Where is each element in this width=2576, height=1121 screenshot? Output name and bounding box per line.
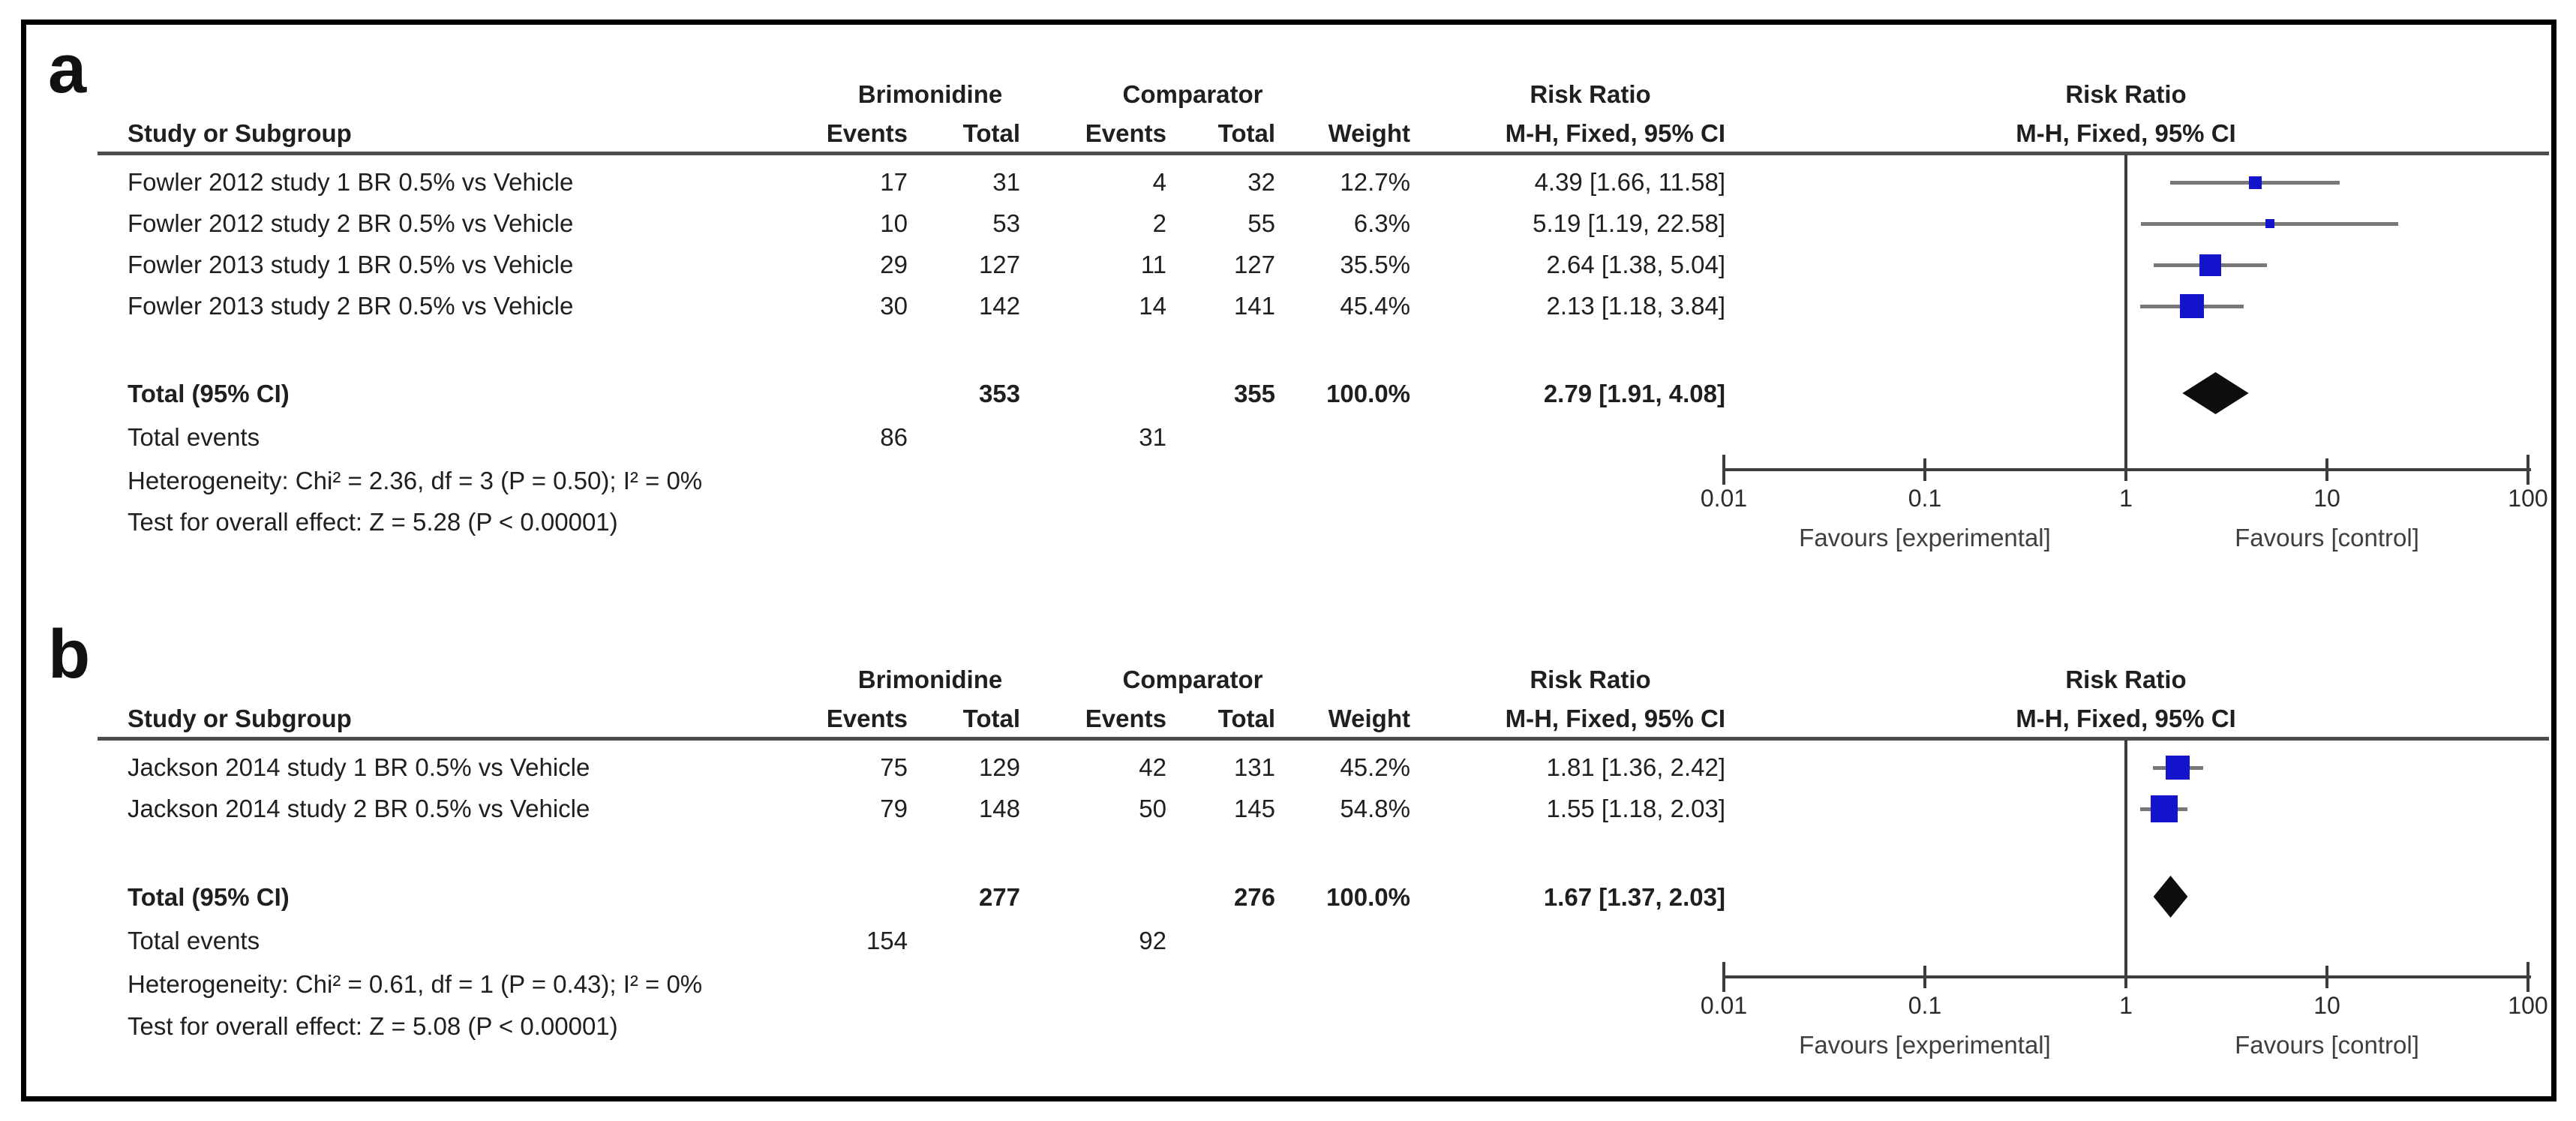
- total-events-comparator: 31: [1139, 423, 1166, 451]
- favours-control-label: Favours [control]: [2235, 524, 2419, 551]
- log-axis: [1724, 468, 2531, 471]
- cell-t2: 32: [1247, 168, 1275, 196]
- events2-column-header: Events: [1085, 119, 1166, 147]
- group1-header: Brimonidine: [857, 80, 1003, 108]
- axis-tick: [2325, 966, 2328, 988]
- total-events-brimonidine: 86: [880, 423, 908, 451]
- cell-rr_text: 2.64 [1.38, 5.04]: [1546, 251, 1725, 278]
- axis-tick-label: 0.01: [1700, 485, 1748, 512]
- group2-header: Comparator: [1122, 80, 1263, 108]
- cell-weight: 12.7%: [1340, 168, 1410, 196]
- method-column-header: M-H, Fixed, 95% CI: [1505, 705, 1725, 732]
- panel-a-group-header-row: [0, 74, 2576, 115]
- risk-ratio-plot-header: Risk Ratio: [2065, 666, 2187, 693]
- study-column-header: Study or Subgroup: [128, 705, 352, 732]
- axis-tick: [2124, 966, 2127, 988]
- axis-tick: [1722, 962, 1725, 992]
- total-events-comparator: 92: [1139, 927, 1166, 954]
- cell-t2: 131: [1233, 753, 1275, 781]
- axis-tick: [1722, 455, 1725, 485]
- panel-a-heterogeneity-row: [0, 460, 2576, 501]
- cell-weight: 54.8%: [1340, 795, 1410, 822]
- axis-tick-label: 10: [2313, 992, 2340, 1019]
- risk-ratio-table-header: Risk Ratio: [1530, 80, 1651, 108]
- total-n-comparator: 276: [1233, 883, 1275, 911]
- heterogeneity-text: Heterogeneity: Chi² = 0.61, df = 1 (P = 0.43); I² = 0%: [128, 970, 703, 998]
- cell-e2: 4: [1152, 168, 1166, 196]
- cell-t1: 129: [978, 753, 1020, 781]
- axis-tick-label: 0.1: [1908, 485, 1942, 512]
- method-plot-header: M-H, Fixed, 95% CI: [2016, 705, 2236, 732]
- panel-b-total-row: [0, 876, 2576, 918]
- cell-study: Fowler 2013 study 1 BR 0.5% vs Vehicle: [128, 251, 574, 278]
- group2-header: Comparator: [1122, 666, 1263, 693]
- cell-study: Jackson 2014 study 1 BR 0.5% vs Vehicle: [128, 753, 590, 781]
- cell-e1: 79: [880, 795, 908, 822]
- panel-b-total-events-row: [0, 920, 2576, 961]
- total2-column-header: Total: [1217, 119, 1275, 147]
- total-risk-ratio: 1.67 [1.37, 2.03]: [1543, 883, 1725, 911]
- cell-t2: 55: [1247, 209, 1275, 237]
- effect-square: [2199, 254, 2221, 276]
- log-axis: [1724, 975, 2531, 978]
- axis-tick-label: 1: [2119, 992, 2133, 1019]
- cell-e2: 50: [1139, 795, 1166, 822]
- axis-tick: [1923, 458, 1926, 481]
- cell-rr_text: 1.81 [1.36, 2.42]: [1546, 753, 1725, 781]
- cell-t1: 31: [992, 168, 1020, 196]
- cell-rr_text: 5.19 [1.19, 22.58]: [1533, 209, 1725, 237]
- cell-e2: 11: [1140, 251, 1166, 278]
- panel-b-group-header-row: [0, 659, 2576, 700]
- cell-t1: 148: [978, 795, 1020, 822]
- total-n-brimonidine: 277: [978, 883, 1020, 911]
- weight-column-header: Weight: [1328, 705, 1410, 732]
- cell-weight: 45.2%: [1340, 753, 1410, 781]
- favours-experimental-label: Favours [experimental]: [1799, 1031, 2051, 1059]
- panel-b-column-header-row: [0, 698, 2576, 739]
- heterogeneity-text: Heterogeneity: Chi² = 2.36, df = 3 (P = 0.50); I² = 0%: [128, 467, 703, 494]
- total-weight: 100.0%: [1326, 380, 1410, 407]
- cell-e2: 14: [1139, 292, 1166, 320]
- panel-a-total-events-row: [0, 416, 2576, 458]
- axis-tick-label: 10: [2313, 485, 2340, 512]
- total-label: Total (95% CI): [128, 380, 290, 407]
- panel-b-heterogeneity-row: [0, 963, 2576, 1005]
- risk-ratio-table-header: Risk Ratio: [1530, 666, 1651, 693]
- cell-weight: 6.3%: [1353, 209, 1410, 237]
- panel-a-label: a: [48, 31, 87, 107]
- null-effect-line: [2124, 740, 2127, 975]
- total1-column-header: Total: [962, 705, 1020, 732]
- weight-column-header: Weight: [1328, 119, 1410, 147]
- cell-t1: 53: [992, 209, 1020, 237]
- overall-effect-text: Test for overall effect: Z = 5.28 (P < 0.00001): [128, 508, 618, 536]
- group1-header: Brimonidine: [857, 666, 1003, 693]
- events1-column-header: Events: [826, 119, 908, 147]
- cell-t1: 142: [978, 292, 1020, 320]
- favours-experimental-label: Favours [experimental]: [1799, 524, 2051, 551]
- total-weight: 100.0%: [1326, 883, 1410, 911]
- cell-rr_text: 4.39 [1.66, 11.58]: [1534, 168, 1725, 196]
- effect-square: [2249, 176, 2262, 189]
- axis-tick: [2124, 458, 2127, 481]
- axis-tick-label: 100: [2508, 485, 2548, 512]
- total-risk-ratio: 2.79 [1.91, 4.08]: [1543, 380, 1725, 407]
- total-label: Total (95% CI): [128, 883, 290, 911]
- risk-ratio-plot-header: Risk Ratio: [2065, 80, 2187, 108]
- effect-square: [2151, 795, 2178, 822]
- total-events-brimonidine: 154: [866, 927, 908, 954]
- overall-effect-text: Test for overall effect: Z = 5.08 (P < 0.00001): [128, 1012, 618, 1040]
- cell-study: Fowler 2013 study 2 BR 0.5% vs Vehicle: [128, 292, 574, 320]
- cell-t2: 141: [1233, 292, 1275, 320]
- total1-column-header: Total: [962, 119, 1020, 147]
- cell-e1: 10: [880, 209, 908, 237]
- panel-b-label: b: [48, 616, 91, 693]
- axis-tick: [2325, 458, 2328, 481]
- cell-t2: 145: [1233, 795, 1275, 822]
- cell-e1: 75: [880, 753, 908, 781]
- method-column-header: M-H, Fixed, 95% CI: [1505, 119, 1725, 147]
- cell-e2: 2: [1152, 209, 1166, 237]
- total-events-label: Total events: [128, 927, 260, 954]
- axis-tick-label: 1: [2119, 485, 2133, 512]
- effect-square: [2180, 294, 2204, 318]
- cell-e1: 30: [880, 292, 908, 320]
- total-n-comparator: 355: [1233, 380, 1275, 407]
- events2-column-header: Events: [1085, 705, 1166, 732]
- effect-square: [2166, 756, 2190, 780]
- cell-study: Fowler 2012 study 1 BR 0.5% vs Vehicle: [128, 168, 574, 196]
- cell-weight: 45.4%: [1340, 292, 1410, 320]
- axis-tick: [2526, 455, 2529, 485]
- cell-study: Jackson 2014 study 2 BR 0.5% vs Vehicle: [128, 795, 590, 822]
- cell-t1: 127: [978, 251, 1020, 278]
- axis-tick: [1923, 966, 1926, 988]
- axis-tick-label: 0.1: [1908, 992, 1942, 1019]
- header-rule: [98, 737, 2549, 741]
- cell-rr_text: 1.55 [1.18, 2.03]: [1546, 795, 1725, 822]
- total2-column-header: Total: [1217, 705, 1275, 732]
- table-row: [0, 788, 2576, 829]
- effect-square: [2265, 219, 2274, 228]
- cell-study: Fowler 2012 study 2 BR 0.5% vs Vehicle: [128, 209, 574, 237]
- axis-tick: [2526, 962, 2529, 992]
- events1-column-header: Events: [826, 705, 908, 732]
- cell-t2: 127: [1233, 251, 1275, 278]
- header-rule: [98, 152, 2549, 155]
- null-effect-line: [2124, 155, 2127, 468]
- study-column-header: Study or Subgroup: [128, 119, 352, 147]
- cell-rr_text: 2.13 [1.18, 3.84]: [1546, 292, 1725, 320]
- axis-tick-label: 0.01: [1700, 992, 1748, 1019]
- axis-tick-label: 100: [2508, 992, 2548, 1019]
- cell-weight: 35.5%: [1340, 251, 1410, 278]
- cell-e2: 42: [1139, 753, 1166, 781]
- panel-a-column-header-row: [0, 113, 2576, 154]
- favours-control-label: Favours [control]: [2235, 1031, 2419, 1059]
- cell-e1: 17: [880, 168, 908, 196]
- total-events-label: Total events: [128, 423, 260, 451]
- total-n-brimonidine: 353: [978, 380, 1020, 407]
- cell-e1: 29: [880, 251, 908, 278]
- method-plot-header: M-H, Fixed, 95% CI: [2016, 119, 2236, 147]
